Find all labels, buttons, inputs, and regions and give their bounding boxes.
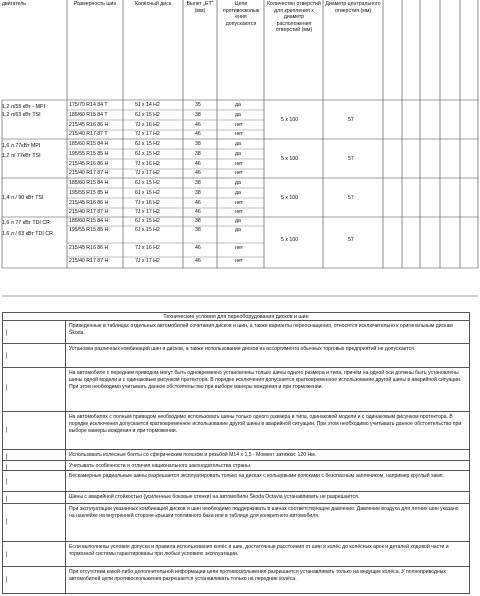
condition-row — [2, 461, 470, 471]
row-marker: | — [3, 450, 66, 460]
chains-cell: нет — [235, 200, 243, 206]
row-marker: | — [3, 504, 66, 541]
condition-row — [2, 567, 470, 594]
condition-text: Установка различных комбинаций шин и дисков, а также использование дисков из ассортимента обычных торговых предприятий не допускается. — [69, 346, 416, 352]
wheel-cell: 7J x 17 H2 — [135, 258, 160, 264]
offset-cell: 46 — [195, 131, 201, 137]
engine-label: 1,6 л 77 кВт TDI CR — [2, 220, 50, 226]
engine-label: 1,2 л/55 кВт - MPI — [2, 104, 45, 110]
chains-cell: нет — [235, 170, 243, 176]
wheel-cell: 7J x 16 H2 — [135, 122, 160, 128]
header-engine: двигатель — [2, 1, 26, 7]
chains-cell: да — [235, 218, 241, 224]
engine-label: 1.6 л / 63 кВт TDI CR — [2, 231, 53, 237]
tire-size-cell: 215/45 R16 86 H — [69, 200, 109, 206]
center-bore-cell: 57 — [348, 156, 354, 162]
conditions-title: Технические условия для переоборудования дисков и шин — [2, 312, 470, 321]
chains-cell: да — [235, 112, 241, 118]
condition-row — [2, 542, 470, 567]
condition-row — [2, 492, 470, 504]
header-holes: Количество отверстий для крепления x диаметр расположения отверстий (мм) — [267, 1, 321, 33]
condition-text: При отсутствии какой-либо дополнительной информации цепи противоскольжения разрешается устанавливать только на ведущие колёса. У полноприводных автомобилей цепи противоскольжения разрешается устанавливать только на передние колёса. — [69, 569, 446, 582]
engine-label: 1,4 л / 90 кВт TSI — [2, 195, 44, 201]
holes-cell: 5 x 100 — [281, 117, 299, 123]
tire-size-cell: 195/55 R15 85 H — [69, 227, 109, 233]
offset-cell: 38 — [195, 141, 201, 147]
tire-size-cell: 175/70 R14 84 T — [69, 102, 108, 108]
row-marker: | — [3, 321, 66, 343]
engine-label: 1,2 л/63 кВт TSI — [2, 112, 41, 118]
condition-text: При эксплуатации указанных комбинаций дисков и шин необходимо поддерживать в шинах соответствующее давление. Давление воздуха для летних шин указано на наклейке на внутренней стороне крышки топливного бака или в таблице для конкретного автомобиля. — [69, 506, 459, 519]
offset-cell: 38 — [195, 151, 201, 157]
condition-row — [2, 450, 470, 461]
engine-label: 1,2 л/ 77кВт TSI — [2, 153, 41, 159]
header-center-bore: Диаметр центрального отверстия (мм) — [325, 1, 381, 14]
wheel-cell: 6J x 15 H2 — [135, 151, 160, 157]
condition-text: Если выполнены условия допуска и правила использования колёс и шин, достаточные расстояния от шин и колёс до колёсных арок и деталей ходовой части и тормозной системы гарантированы при любых условиях эксплуатации. — [69, 544, 449, 557]
row-marker: | — [3, 542, 66, 566]
center-bore-cell: 57 — [348, 195, 354, 201]
row-marker: | — [3, 344, 66, 367]
offset-cell: 46 — [195, 161, 201, 167]
chains-cell: нет — [235, 131, 243, 137]
tire-size-cell: 215/40 R17 87 H — [69, 258, 109, 264]
condition-text: Бескамерные радиальные шины разрешается эксплуатировать только на дисках с кольцевыми поясками с безопасным заплечиком, например круглый хамп. — [69, 473, 444, 479]
condition-text: Учитывать особенности и отличия национального законодательства страны. — [69, 463, 252, 469]
wheel-cell: 6J x 15 H2 — [135, 227, 160, 233]
offset-cell: 38 — [195, 218, 201, 224]
tire-size-cell: 185/60 R15 84 H — [69, 218, 109, 224]
chains-cell: да — [235, 141, 241, 147]
condition-row — [2, 321, 470, 344]
wheel-cell: 6J x 15 H2 — [135, 180, 160, 186]
condition-text: На автомобилях с полным приводом необходимо использовать шины только одного размера и типа, одинаковой модели и с одинаковым рисунком протектора. В порядке исключения допускается кратковременное использование другой шины в аварийной ситуации. При этом необходимо учитывать данное обстоятельство при выборе манеры вождения и при торможении. — [69, 414, 462, 434]
tire-size-cell: 195/55 R15 85 H — [69, 190, 109, 196]
tire-size-cell: 195/55 R15 85 H — [69, 151, 109, 157]
chains-cell: нет — [235, 161, 243, 167]
header-tire-size: Размерность шин — [73, 1, 117, 7]
condition-text: Шины с аварийной стойкостью (усиленные боковые стенки) на автомобили Škoda Octavia устанавливать не разрешается. — [69, 494, 360, 500]
offset-cell: 46 — [195, 209, 201, 215]
holes-cell: 5 x 100 — [281, 237, 299, 243]
tire-size-cell: 215/45 R16 86 H — [69, 161, 109, 167]
chains-cell: да — [235, 102, 241, 108]
offset-cell: 46 — [195, 200, 201, 206]
offset-cell: 46 — [195, 122, 201, 128]
offset-cell: 35 — [195, 102, 201, 108]
offset-cell: 46 — [195, 245, 201, 251]
offset-cell: 46 — [195, 170, 201, 176]
header-offset: Вылет „ET“ (мм) — [186, 1, 214, 14]
offset-cell: 38 — [195, 190, 201, 196]
offset-cell: 38 — [195, 180, 201, 186]
wheel-cell: 7J x 17 H2 — [135, 131, 160, 137]
chains-cell: нет — [235, 258, 243, 264]
chains-cell: нет — [235, 245, 243, 251]
tire-size-cell: 185/60 R15 84 H — [69, 141, 109, 147]
wheel-cell: 6J x 15 H2 — [135, 190, 160, 196]
header-wheel: Колёсный диск — [134, 1, 172, 7]
wheel-cell: 7J x 16 H2 — [135, 200, 160, 206]
row-marker: | — [3, 412, 66, 449]
tire-size-cell: 185/60 R15 84 H — [69, 180, 109, 186]
wheel-cell: 7J x 17 H2 — [135, 209, 160, 215]
tire-size-cell: 215/45 R16 86 H — [69, 245, 109, 251]
chains-cell: нет — [235, 122, 243, 128]
tire-size-cell: 185/60 R15 84 T — [69, 112, 108, 118]
condition-row — [2, 471, 470, 492]
condition-text: На автомобиле с передним приводом могут быть одновременно установлены только шины одного размера и типа, причём на одной оси должны быть установлены шины одной модели и с одинаковым рисунком протектора. В порядке исключения допускается кратковременное использование другой шины в аварийной ситуации. При этом необходимо учитывать данное обстоятельство при выборе манеры вождения и при торможении. — [69, 370, 462, 390]
condition-row — [2, 504, 470, 542]
offset-cell: 38 — [195, 227, 201, 233]
wheel-cell: 6J x 15 H2 — [135, 112, 160, 118]
condition-row — [2, 412, 470, 450]
header-chains: Цепи противоскольж ения допускаются — [222, 1, 260, 27]
condition-row — [2, 344, 470, 368]
chains-cell: да — [235, 180, 241, 186]
tire-size-cell: 215/40 R17 87 H — [69, 170, 109, 176]
wheel-cell: 5J x 14 H2 — [135, 102, 160, 108]
condition-text: Приведенные в таблицах отдельных автомобилей сочетания дисков и шин, а также варианты переоснащения, относятся исключительно к оригинальным дискам Škoda. — [69, 323, 453, 336]
chains-cell: нет — [235, 209, 243, 215]
offset-cell: 46 — [195, 258, 201, 264]
tire-size-cell: 215/45 R16 86 H — [69, 122, 109, 128]
center-bore-cell: 57 — [348, 117, 354, 123]
condition-row — [2, 368, 470, 412]
engine-label: 1,6 л 77кВт MPI — [2, 143, 41, 149]
wheel-cell: 6J x 15 H2 — [135, 218, 160, 224]
chains-cell: да — [235, 227, 241, 233]
wheel-cell: 6J x 15 H2 — [135, 141, 160, 147]
row-marker: | — [3, 567, 66, 593]
row-marker: | — [3, 492, 66, 503]
wheel-cell: 7J x 16 H2 — [135, 245, 160, 251]
wheel-cell: 7J x 17 H2 — [135, 170, 160, 176]
row-marker: | — [3, 461, 66, 470]
tire-size-cell: 215/40 R17 87 H — [69, 209, 109, 215]
row-marker: | — [3, 368, 66, 411]
holes-cell: 5 x 100 — [281, 195, 299, 201]
row-marker: | — [3, 471, 66, 491]
chains-cell: да — [235, 190, 241, 196]
holes-cell: 5 x 100 — [281, 156, 299, 162]
chains-cell: да — [235, 151, 241, 157]
tire-size-cell: 215/40 R17 87 T — [69, 131, 108, 137]
center-bore-cell: 57 — [348, 237, 354, 243]
wheel-cell: 7J x 16 H2 — [135, 161, 160, 167]
offset-cell: 38 — [195, 112, 201, 118]
condition-text: Использовать колёсные болты со сферическим пояском и резьбой M14 x 1,5 - Момент затяжки: 120 Нм. — [69, 452, 317, 458]
